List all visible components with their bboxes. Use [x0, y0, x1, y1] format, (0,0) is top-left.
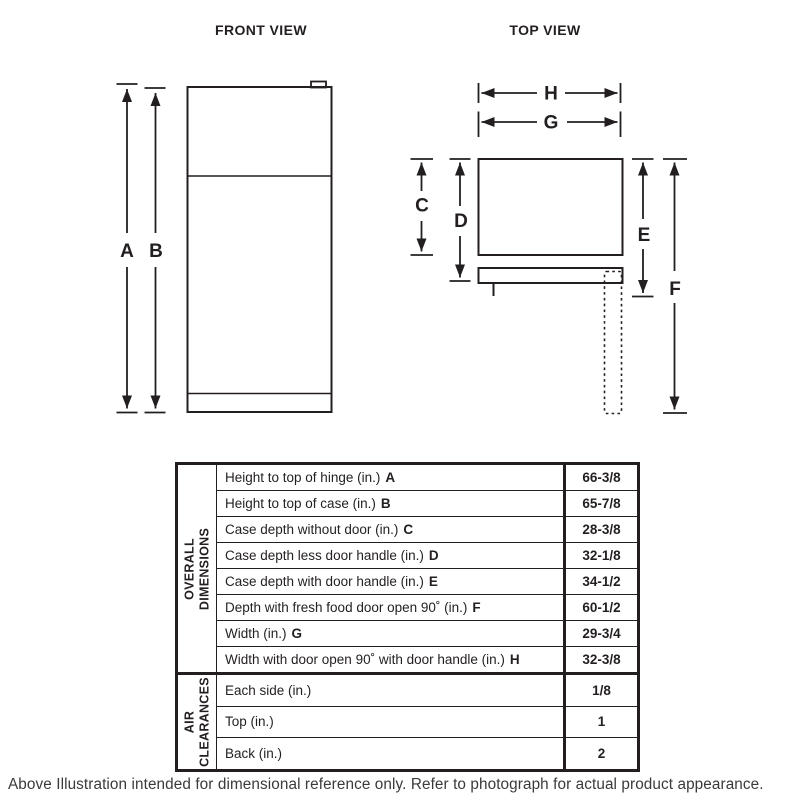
row-value: 32-1/8	[582, 548, 621, 563]
dim-label-d: D	[454, 211, 468, 232]
dim-label-a: A	[120, 241, 134, 262]
dim-key: E	[428, 574, 438, 589]
table-row	[217, 490, 637, 516]
row-value: 34-1/2	[582, 574, 621, 589]
table-row	[217, 516, 637, 542]
row-label: Case depth with door handle (in.) E	[217, 569, 566, 594]
row-label: Width with door open 90˚ with door handle (in.) H	[217, 647, 566, 672]
door-top-outline	[479, 268, 623, 283]
header-line: OVERALL	[182, 537, 197, 600]
row-label: Each side (in.)	[217, 675, 566, 706]
dim-key: B	[380, 496, 391, 511]
dim-key: H	[509, 652, 520, 667]
fridge-body-outline	[188, 87, 332, 412]
row-label: Height to top of hinge (in.) A	[217, 465, 566, 490]
dimensions-table	[175, 462, 640, 772]
row-value: 60-1/2	[582, 600, 621, 615]
table-row	[217, 465, 637, 490]
table-row	[217, 594, 637, 620]
row-value: 66-3/8	[582, 470, 621, 485]
row-label: Back (in.)	[217, 738, 566, 769]
row-value: 29-3/4	[582, 626, 621, 641]
dim-label-g: G	[543, 112, 559, 134]
dim-key: F	[472, 600, 481, 615]
front-view-diagram	[117, 82, 332, 413]
row-label: Height to top of case (in.) B	[217, 491, 566, 516]
dim-key: G	[291, 626, 303, 641]
overall-dimensions-header	[178, 465, 217, 672]
table-row	[217, 568, 637, 594]
top-view-diagram	[411, 83, 688, 414]
table-row	[217, 706, 637, 738]
row-label: Width (in.) G	[217, 621, 566, 646]
dim-label-c: C	[415, 195, 429, 217]
door-open-90-dashed-outline	[605, 272, 622, 414]
table-row	[217, 620, 637, 646]
table-row	[217, 737, 637, 769]
row-label: Case depth less door handle (in.) D	[217, 543, 566, 568]
air-clearances-section	[178, 672, 637, 769]
row-value: 2	[597, 745, 606, 761]
row-label: Case depth without door (in.) C	[217, 517, 566, 542]
front-view-title: FRONT VIEW	[215, 22, 307, 38]
row-value: 1/8	[592, 682, 611, 698]
top-view-title: TOP VIEW	[509, 22, 581, 38]
footer-note: Above Illustration intended for dimensional reference only. Refer to photograph for actual product appearance.	[8, 776, 764, 793]
header-line: AIR	[182, 710, 197, 734]
row-label: Top (in.)	[217, 707, 566, 738]
air-clearances-header	[178, 675, 217, 769]
dim-label-f: F	[669, 279, 681, 300]
row-value: 28-3/8	[582, 522, 621, 537]
row-label: Depth with fresh food door open 90˚ (in.) F	[217, 595, 566, 620]
header-line: CLEARANCES	[197, 676, 211, 767]
case-top-outline	[479, 159, 623, 255]
dim-key: A	[385, 470, 396, 485]
dim-label-h: H	[544, 83, 558, 105]
row-value: 1	[597, 714, 606, 730]
table-row	[217, 675, 637, 706]
dim-label-e: E	[637, 225, 651, 246]
row-value: 32-3/8	[582, 652, 621, 667]
dim-key: C	[403, 522, 414, 537]
row-value: 65-7/8	[582, 496, 621, 511]
dim-key: D	[428, 548, 439, 563]
table-row	[217, 542, 637, 568]
table-row	[217, 646, 637, 672]
header-line: DIMENSIONS	[197, 527, 211, 610]
dim-label-b: B	[149, 241, 163, 262]
overall-dimensions-section	[178, 465, 637, 672]
